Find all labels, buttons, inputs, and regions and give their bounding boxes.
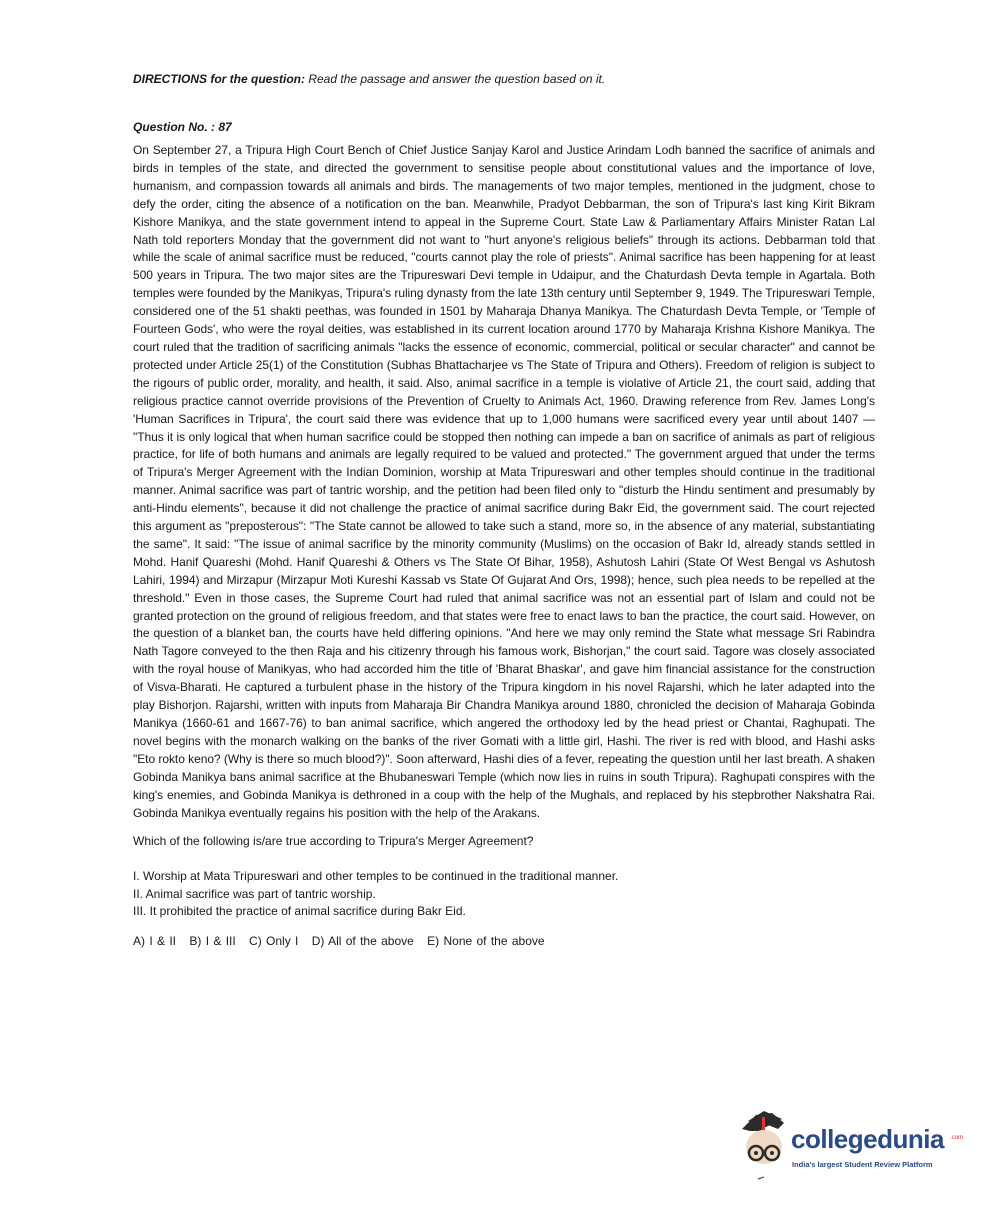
question-text: Which of the following is/are true according to Tripura's Merger Agreement? <box>133 834 534 849</box>
option-e: E) None of the above <box>427 933 545 948</box>
directions-label: DIRECTIONS for the question: <box>133 72 305 86</box>
option-d: D) All of the above <box>311 933 414 948</box>
statement-item: I. Worship at Mata Tripureswari and other temples to be continued in the traditional manner. <box>133 869 619 884</box>
statement-item: II. Animal sacrifice was part of tantric worship. <box>133 886 376 901</box>
statements-list <box>133 868 875 921</box>
question-number: Question No. : 87 <box>133 120 232 134</box>
answer-options <box>133 934 875 948</box>
logo-wordmark: collegedunia <box>791 1124 944 1154</box>
option-b: B) I & III <box>189 933 236 948</box>
statement-item: III. It prohibited the practice of animal sacrifice during Bakr Eid. <box>133 904 466 919</box>
passage: On September 27, a Tripura High Court Bench of Chief Justice Sanjay Karol and Justice Arindam Lodh banned the sacrifice of animals and birds in temples of the state, and directed the government to sensitise people about constitutional values and the importance of love, humanism, and compassion towards all animals and birds. The managements of two major temples, mentioned in the judgment, chose to defy the order, citing the absence of a notification on the ban. Meanwhile, Pradyot Debbarman, the son of Tripura's last king Kirit Bikram Kishore Manikya, and the state government intend to appeal in the Supreme Court. State Law & Parliamentary Affairs Minister Ratan Lal Nath told reporters Monday that the government did not want to "hurt anyone's religious beliefs" through its actions. Debbarman told that while the scale of animal sacrifice must be reduced, "courts cannot play the role of priests". Animal sacrifice has been happening for at least 500 years in Tripura. The two major sites are the Tripureswari Devi temple in Udaipur, and the Chaturdash Devta temple in Agartala. Both temples were founded by the Manikyas, Tripura's ruling dynasty from the late 13th century until September 9, 1949. The Tripureswari Temple, considered one of the 51 shakti peethas, was founded in 1501 by Maharaja Dhanya Manikya. The Chaturdash Devta Temple, or 'Temple of Fourteen Gods', who were the royal deities, was established in its current location around 1770 by Maharaja Krishna Kishore Manikya. The court ruled that the tradition of sacrificing animals "lacks the essence of economic, commercial, political or secular character" and cannot be protected under Article 25(1) of the Constitution (Subhas Bhattacharjee vs The State of Tripura and Others). Freedom of religion is subject to the rigours of public order, morality, and health, it said. Also, animal sacrifice in a temple is violative of Article 21, the court said, adding that religious practice cannot override provisions of the Prevention of Cruelty to Animals Act, 1960. Drawing reference from Rev. James Long's 'Human Sacrifices in Tripura', the court said there was evidence that up to 1,000 humans were sacrificed every year until about 1407 — "Thus it is only logical that when human sacrifice could be stopped then nothing can impede a ban on sacrifice of animals as part of religious practice, for life of both humans and animals are legally required to be valued and protected." The government argued that under the terms of Tripura's Merger Agreement with the Indian Dominion, worship at Mata Tripureswari and other temples should continue in the traditional manner. Animal sacrifice was part of tantric worship, and the petition had been filed only to "disturb the Hindu sentiment and presumably by anti-Hindu elements", because it did not challenge the practice of animal sacrifice during Bakr Eid, the government said. The court rejected this argument as "preposterous": "The State cannot be allowed to take such a stand, more so, in the absence of any material, substantiating the same". It said: "The issue of animal sacrifice by the minority community (Muslims) on the occasion of Bakr Id, already stands settled in Mohd. Hanif Quareshi (Mohd. Hanif Quareshi & Others vs The State Of Bihar, 1958), Ashutosh Lahiri (State Of West Bengal vs Ashutosh Lahiri, 1994) and Mirzapur (Mirzapur Moti Kureshi Kassab vs State Of Gujarat And Ors, 1998); hence, such plea needs to be repelled at the threshold." Even in those cases, the Supreme Court had ruled that animal sacrifice was not an essential part of Islam and could not be granted protection on the ground of religious freedom, and that states were free to enact laws to ban the practice, the court said. However, on the question of a blanket ban, the courts have held differing opinions. "And here we may only remind the State what message Sri Rabindra Nath Tagore conveyed to the then Raja and his citizenry through his famous work, Bishorjan," the court said. Tagore was closely associated with the royal house of Manikyas, who had accorded him the title of 'Bharat Bhaskar', and gave him financial assistance for the construction of Visva-Bharati. He captured a turbulent phase in the history of the Tripura kingdom in his novel Rajarshi, which he later adapted into the play Bishorjon. Rajarshi, written with inputs from Maharaja Bir Chandra Manikya around 1880, chronicled the decision of Maharaja Gobinda Manikya (1660-61 and 1667-76) to ban animal sacrifice, which angered the orthodoxy led by the head priest or Chantai, Raghupati. The novel begins with the monarch walking on the banks of the river Gomati with a little girl, Hashi. The river is red with blood, and Hashi asks "Eto rokto keno? (Why is there so much blood?)". Soon afterward, Hashi dies of a fever, repeating the question until her last breath. A shaken Gobinda Manikya bans animal sacrifice at the Bhubaneswari Temple (which now lies in ruins in south Tripura). Raghupati conspires with the king's enemies, and Gobinda Manikya is dethroned in a coup with the help of the Mughals, and replaced by his stepbrother Nakshatra Rai. Gobinda Manikya eventually regains his position with the help of the Arakans. <box>133 143 875 820</box>
option-a: A) I & II <box>133 933 177 948</box>
document-page <box>133 72 875 948</box>
directions-text: Read the passage and answer the question based on it. <box>305 72 606 86</box>
directions <box>133 72 875 87</box>
logo-suffix: .com <box>950 1135 964 1141</box>
logo-tagline: India's largest Student Review Platform <box>792 1160 933 1169</box>
option-c: C) Only I <box>249 933 299 948</box>
